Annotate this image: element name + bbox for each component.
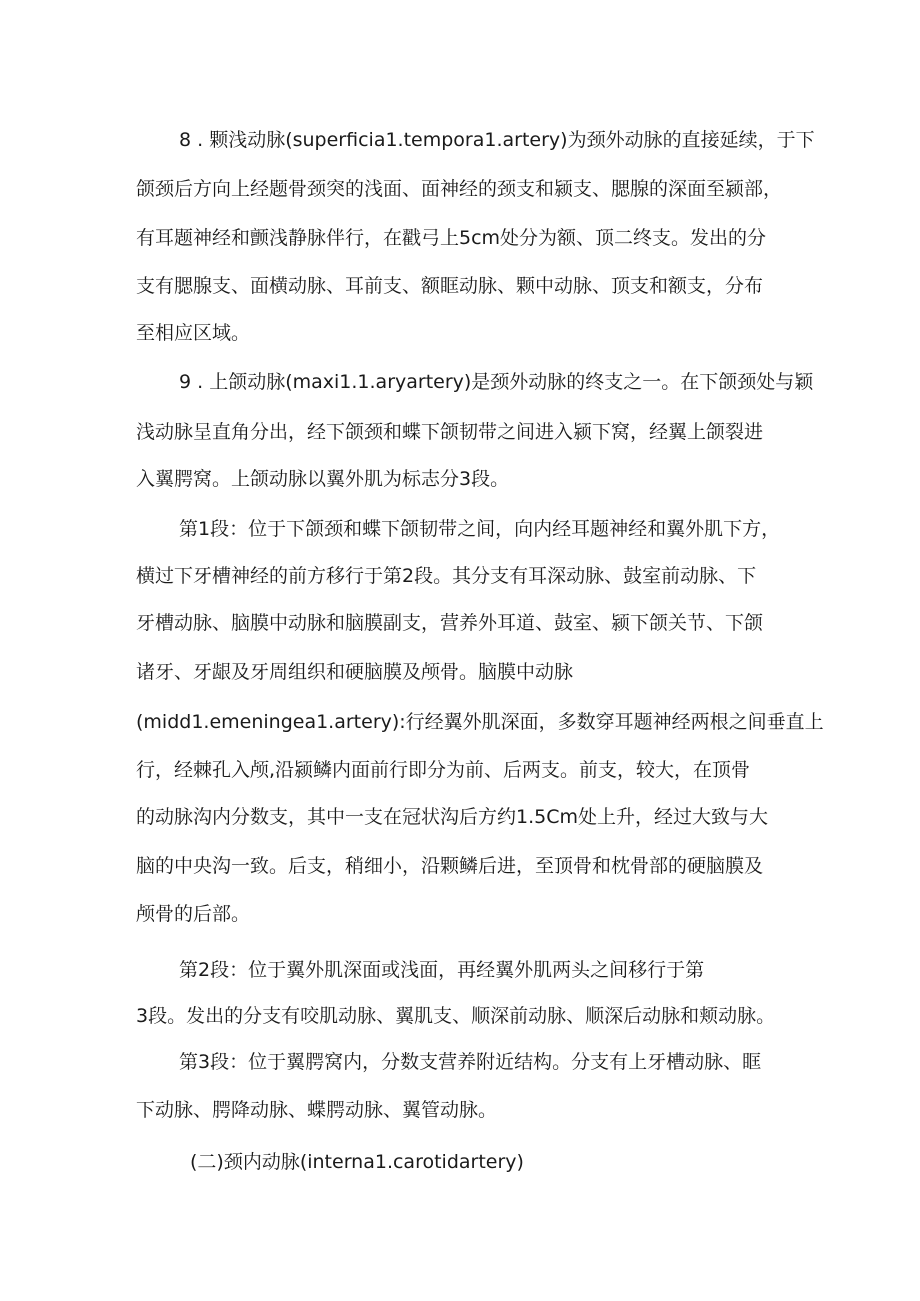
segment3-line-2: 下动脉、腭降动脉、蝶腭动脉、翼管动脉。: [136, 1099, 498, 1121]
para8-line-4: 支有腮腺支、面横动脉、耳前支、额眶动脉、颗中动脉、顶支和额支，分布: [136, 275, 764, 297]
segment2-line-1: 第2段：位于翼外肌深面或浅面，再经翼外肌两头之间移行于第: [179, 959, 705, 981]
para8-line-2: 颌颈后方向上经题骨颈突的浅面、面神经的颈支和颍支、腮腺的深面至颍部，: [136, 178, 783, 200]
section-heading-internal-carotid: (二)颈内动脉(interna1.carotidartery): [190, 1151, 524, 1173]
segment1-line-4: 诸牙、牙龈及牙周组织和硬脑膜及颅骨。脑膜中动脉: [136, 661, 574, 683]
segment1-line-3: 牙槽动脉、脑膜中动脉和脑膜副支，营养外耳道、鼓室、颍下颌关节、下颌: [136, 612, 764, 634]
segment1-line-9: 颅骨的后部。: [136, 903, 251, 925]
para8-line-1: 8 . 颗浅动脉(superficia1.tempora1.artery)为颈外动脉的直接延续，于下: [179, 129, 815, 151]
segment1-line-2: 横过下牙槽神经的前方移行于第2段。其分支有耳深动脉、鼓室前动脉、下: [136, 565, 757, 587]
segment1-line-1: 第1段：位于下颌颈和蝶下颌韧带之间，向内经耳题神经和翼外肌下方，: [179, 518, 781, 540]
para9-line-1: 9 . 上颌动脉(maxi1.1.aryartery)是颈外动脉的终支之一。在下颌颈处与颖: [179, 371, 814, 393]
segment1-line-6: 行，经棘孔入颅,沿颍鳞内面前行即分为前、后两支。前支，较大，在顶骨: [136, 759, 751, 781]
para9-line-3: 入翼腭窝。上颌动脉以翼外肌为标志分3段。: [136, 468, 510, 490]
para9-line-2: 浅动脉呈直角分出，经下颌颈和蝶下颌韧带之间进入颍下窝，经翼上颌裂进: [136, 421, 764, 443]
segment2-line-2: 3段。发出的分支有咬肌动脉、翼肌支、顺深前动脉、顺深后动脉和颊动脉。: [136, 1005, 776, 1027]
segment1-line-8: 脑的中央沟一致。后支，稍细小，沿颗鳞后进，至顶骨和枕骨部的硬脑膜及: [136, 855, 764, 877]
segment1-line-5: (midd1.emeningea1.artery):行经翼外肌深面，多数穿耳题神经两根之间垂直上: [136, 711, 824, 733]
segment3-line-1: 第3段：位于翼腭窝内，分数支营养附近结构。分支有上牙槽动脉、眶: [179, 1051, 762, 1073]
para8-line-5: 至相应区域。: [136, 322, 251, 344]
para8-line-3: 有耳题神经和颤浅静脉伴行，在戳弓上5cm处分为额、顶二终支。发出的分: [136, 227, 767, 249]
segment1-line-7: 的动脉沟内分数支，其中一支在冠状沟后方约1.5Cm处上升，经过大致与大: [136, 806, 768, 828]
